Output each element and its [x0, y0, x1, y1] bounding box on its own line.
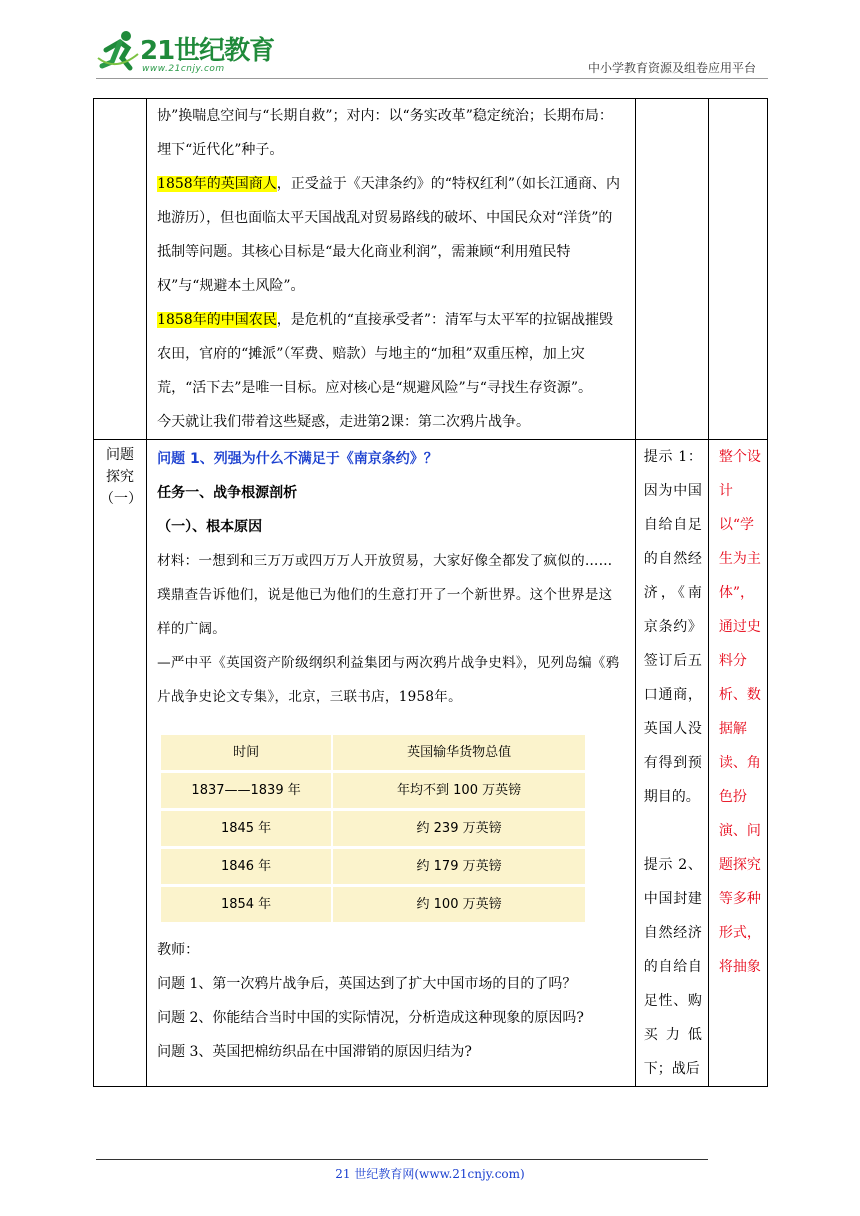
task-heading: 任务一、战争根源剖析 [157, 485, 298, 501]
hint-2: 提示 2、中国封建自然经济的自给自足性、购买力低下；战后 [643, 857, 702, 1077]
trade-value-table [161, 732, 585, 925]
intro-paragraph: 1858年的英国商人，正受益于《天津条约》的“特权红利”（如长江通商、内地游历），但也面临太平天国战乱对贸易路线的破坏、中国民众对“洋货”的抵制等问题。其核心目标是“最大化商业利润”，需兼顾“利用殖民特权”与“规避本土风险”。 [157, 176, 621, 294]
intro-content-cell [147, 99, 636, 440]
inquiry-row [94, 440, 768, 1087]
platform-name: 中小学教育资源及组卷应用平台 [587, 61, 756, 75]
footer-link[interactable]: 21 世纪教育网(www.21cnjy.com) [335, 1167, 525, 1181]
teacher-label: 教师： [157, 942, 200, 958]
highlight-chinese-farmer: 1858年的中国农民 [157, 312, 277, 328]
header-divider [96, 78, 768, 79]
intro-paragraph: 协”换喘息空间与“长期自救”；对内：以“务实改革”稳定统治；长期布局：埋下“近代化”种子。 [157, 108, 613, 158]
logo-text: 21世纪教育 [140, 36, 275, 66]
highlight-british-merchant: 1858年的英国商人 [157, 176, 277, 192]
intro-row [94, 99, 768, 440]
intro-paragraph: 1858年的中国农民，是危机的“直接承受者”：清军与太平军的拉锯战摧毁农田，官府的“摊派”（军费、赔款）与地主的“加租”双重压榨，加上灾荒，“活下去”是唯一目标。应对核心是“规避风险”与“寻找生存资源”。 [157, 312, 614, 396]
subsection-heading: （一）、根本原因 [157, 519, 263, 535]
header-time: 时间 [161, 735, 333, 770]
table-header-row [161, 735, 585, 770]
material-quote: 材料：一想到和三万万或四万万人开放贸易，大家好像全都发了疯似的……璞鼎查告诉他们，说是他已为他们的生意打开了一个新世界。这个世界是这样的广阔。 [157, 553, 613, 637]
intro-label-cell [94, 99, 147, 440]
question-heading: 问题 1、列强为什么不满足于《南京条约》？ [157, 451, 438, 467]
lesson-table [93, 98, 768, 1087]
table-row: 1854 年 约 100 万英镑 [161, 887, 585, 922]
table-row: 1846 年 约 179 万英镑 [161, 849, 585, 884]
hint-1: 提示 1：因为中国自给自足的自然经济，《南京条约》签订后五口通商，英国人没有得到预期目的。 [643, 449, 702, 805]
runner-logo-icon [96, 28, 140, 72]
intro-note-cell [708, 99, 767, 440]
hint-cell [635, 440, 708, 1087]
page-header [0, 0, 860, 80]
table-row: 1845 年 约 239 万英镑 [161, 811, 585, 846]
material-source: —严中平《英国资产阶级纲织利益集团与两次鸦片战争史料》，见列岛编《鸦片战争史论文专集》，北京，三联书店，1958年。 [157, 655, 620, 705]
teacher-question-3: 问题 3、英国把棉纺织品在中国滞销的原因归结为? [157, 1044, 472, 1060]
table-row: 1837——1839 年 年均不到 100 万英镑 [161, 773, 585, 808]
header-value: 英国输华货物总值 [333, 735, 585, 770]
logo-url: www.21cnjy.com [142, 64, 225, 74]
design-note: 整个设计以“学生为主体”，通过史料分析、数据解读、角色扮演、问题探究等多种形式，将抽象 [718, 449, 761, 975]
intro-hint-cell [635, 99, 708, 440]
teacher-question-1: 问题 1、第一次鸦片战争后，英国达到了扩大中国市场的目的了吗？ [157, 976, 577, 992]
section-label: 问题探究（一） [94, 440, 147, 1087]
intro-paragraph: 今天就让我们带着这些疑惑，走进第2课：第二次鸦片战争。 [157, 414, 530, 430]
inquiry-content-cell [147, 440, 636, 1087]
teacher-question-2: 问题 2、你能结合当时中国的实际情况，分析造成这种现象的原因吗? [157, 1010, 584, 1026]
footer-divider [96, 1159, 708, 1160]
design-note-cell [708, 440, 767, 1087]
site-logo[interactable] [96, 28, 276, 76]
